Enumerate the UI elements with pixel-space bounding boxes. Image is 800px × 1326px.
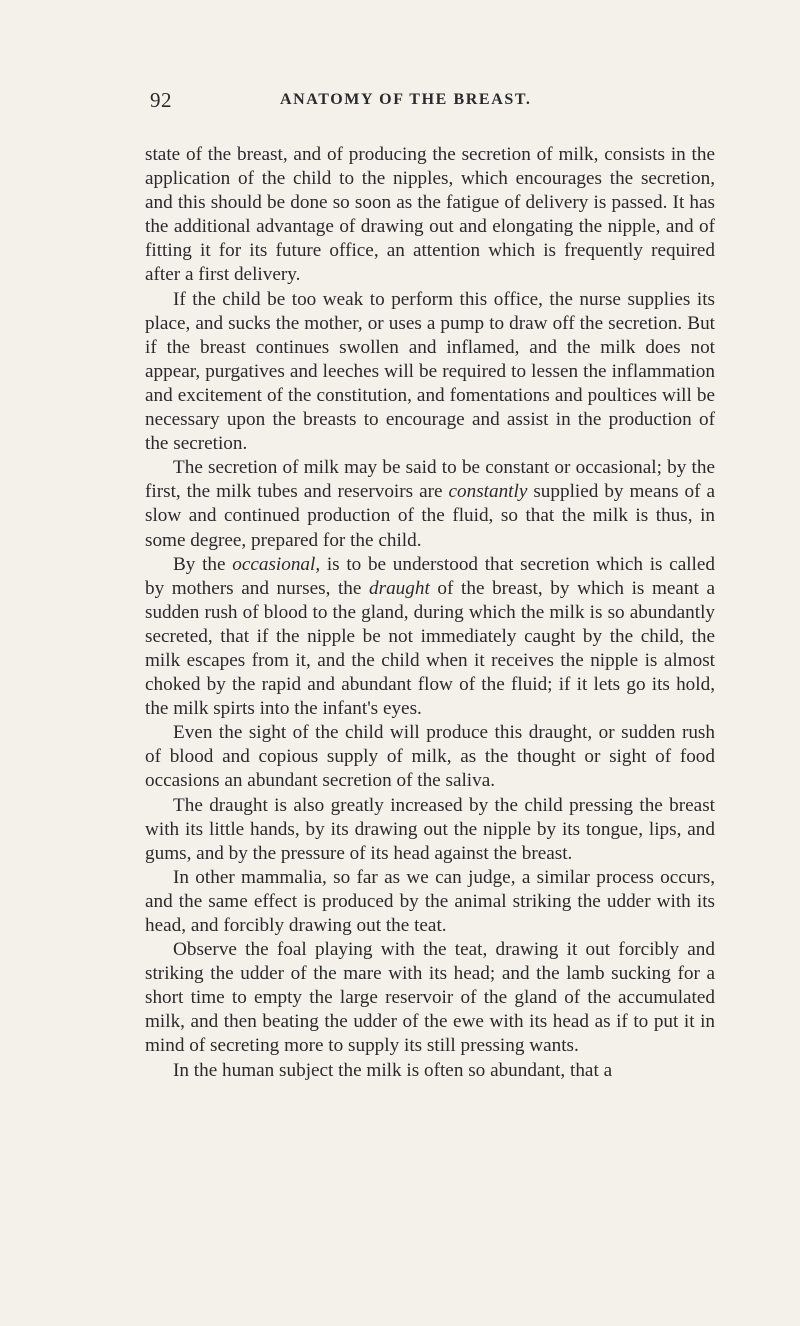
paragraph-weak-child: If the child be too weak to perform this office, the nurse supplies its place, and sucks the mother, or uses a pump to draw off the secretion. But if the breast continues swollen and inflamed, and the milk does not appear, purgatives and leeches will be required to lessen the inflammation and excitement of the constitution, and fomentations and poultices will be necessary upon the breasts to encourage and assist in the production of the secretion. [145, 288, 715, 455]
italic-term-draught: draught [369, 577, 430, 599]
paragraph-sight-of-child: Even the sight of the child will produce this draught, or sudden rush of blood and copious supply of milk, as the thought or sight of food occasions an abundant secretion of the saliva. [145, 722, 715, 792]
body-text [145, 143, 715, 1083]
text-run: is to be understood that secretion which is called by mothers and nurses, the [145, 553, 715, 599]
paragraph-occasional-secretion [145, 553, 715, 722]
paragraph-foal-and-lamb: Observe the foal playing with the teat, drawing it out forcibly and striking the udder of the mare with its head; and the lamb sucking for a short time to empty the large reservoir of the gland of the accumulated milk, and then beating the udder of the ewe with its head as if to put it in mind of secreting more to supply its still pressing wants. [145, 939, 715, 1057]
text-run: The secretion of milk may be said to be constant or occasional; by the first, the milk tubes and reservoirs are [145, 457, 715, 503]
paragraph-draught-increased: The draught is also greatly increased by the child pressing the breast with its little hands, by its drawing out the nipple by its tongue, lips, and gums, and by the pressure of its head against the breast. [145, 794, 715, 864]
paragraph-human-subject: In the human subject the milk is often so abundant, that a [173, 1059, 613, 1081]
page-header [150, 88, 710, 112]
text-run: supplied by means of a slow and continued production of the fluid, so that the milk is thus, in some degree, prepared for the child. [145, 481, 715, 551]
italic-term-constantly: constantly [448, 481, 528, 503]
paragraph-continued: state of the breast, and of producing the secretion of milk, consists in the application of the child to the nipples, which encourages the secretion, and this should be done so soon as the fatigue of delivery is passed. It has the additional advantage of drawing out and elongating the nipple, and of fitting it for its future office, an attention which is frequently required after a first delivery. [145, 144, 715, 286]
running-head: ANATOMY OF THE BREAST. [280, 91, 532, 108]
page-number: 92 [150, 88, 172, 112]
paragraph-constant-secretion [145, 456, 715, 552]
italic-term-occasional: occasional, [232, 553, 321, 575]
text-run: By the [173, 553, 233, 575]
text-run: of the breast, by which is meant a sudden rush of blood to the gland, during which the milk is so abundantly secreted, that if the nipple be not immediately caught by the child, the milk escapes from it, and the child when it receives the nipple is almost choked by the rapid and abundant flow of the fluid; if it lets go its hold, the milk spirts into the infant's eyes. [145, 577, 715, 720]
paragraph-other-mammalia: In other mammalia, so far as we can judge, a similar process occurs, and the same effect is produced by the animal striking the udder with its head, and forcibly drawing out the teat. [145, 866, 715, 936]
